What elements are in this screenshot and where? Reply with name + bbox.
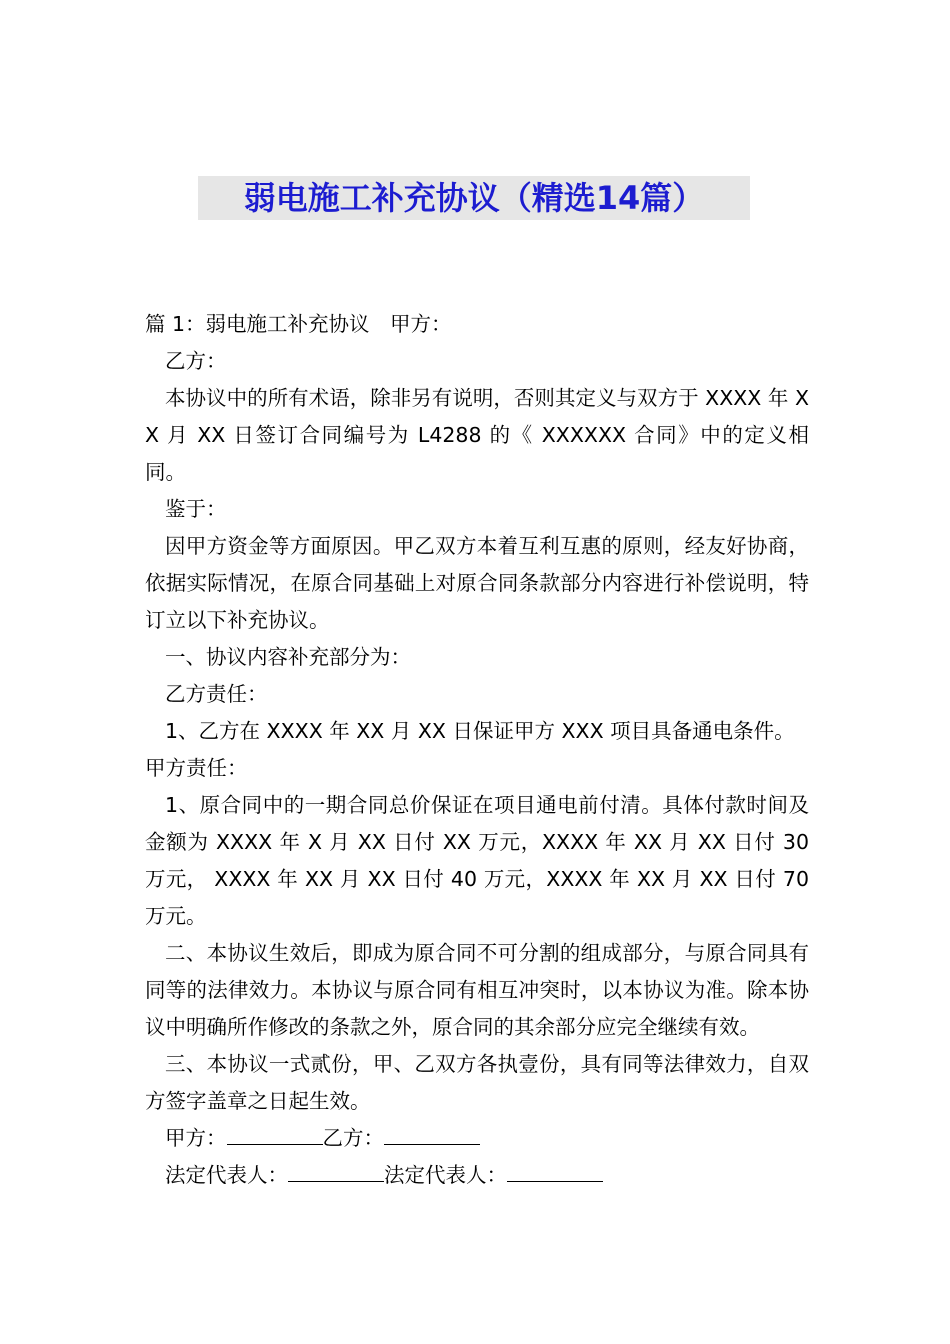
rep-a-label: 法定代表人：	[165, 1163, 288, 1187]
paragraph-section-1: 一、协议内容补充部分为：	[165, 645, 411, 669]
paragraph-section-2: 二、本协议生效后，即成为原合同不可分割的组成部分，与原合同具有同等的法律效力。本协议与原合同有相互冲突时，以本协议为准。除本协议中明确所作修改的条款之外，原合同的其余部分应完全继续有效。	[145, 941, 809, 1039]
party-b-blank[interactable]	[384, 1122, 480, 1145]
paragraph-heading: 篇 1：弱电施工补充协议 甲方：	[145, 312, 452, 336]
paragraph-party-b: 乙方：	[165, 349, 227, 373]
party-a-label: 甲方：	[165, 1126, 227, 1150]
paragraph-party-b-duty: 乙方责任：	[165, 682, 268, 706]
party-a-blank[interactable]	[227, 1122, 323, 1145]
document-title: 弱电施工补充协议（精选14篇）	[198, 176, 750, 220]
paragraph-whereas: 鉴于：	[165, 497, 227, 521]
paragraph-section-3: 三、本协议一式贰份，甲、乙双方各执壹份，具有同等法律效力，自双方签字盖章之日起生效。	[145, 1052, 809, 1113]
paragraph-terms: 本协议中的所有术语，除非另有说明，否则其定义与双方于 XXXX 年 XX 月 XX 日签订合同编号为 L4288 的《 XXXXXX 合同》中的定义相同。	[145, 386, 809, 484]
rep-b-label: 法定代表人：	[384, 1163, 507, 1187]
document-body	[145, 306, 809, 1194]
rep-a-blank[interactable]	[288, 1159, 384, 1182]
signature-line-representatives	[145, 1157, 809, 1194]
paragraph-party-a-item-1: 1、原合同中的一期合同总价保证在项目通电前付清。具体付款时间及金额为 XXXX 年 X 月 XX 日付 XX 万元，XXXX 年 XX 月 XX 日付 30 万元， XXXX 年 XX 月 XX 日付 40 万元，XXXX 年 XX 月 XX 日付 70 万元。	[145, 793, 809, 928]
paragraph-party-b-item-1: 1、乙方在 XXXX 年 XX 月 XX 日保证甲方 XXX 项目具备通电条件。	[165, 719, 795, 743]
party-b-label: 乙方：	[322, 1126, 384, 1150]
signature-line-parties	[145, 1120, 809, 1157]
paragraph-party-a-duty: 甲方责任：	[145, 756, 248, 780]
paragraph-reason: 因甲方资金等方面原因。甲乙双方本着互利互惠的原则，经友好协商，依据实际情况，在原合同基础上对原合同条款部分内容进行补偿说明，特订立以下补充协议。	[145, 534, 809, 632]
rep-b-blank[interactable]	[507, 1159, 603, 1182]
